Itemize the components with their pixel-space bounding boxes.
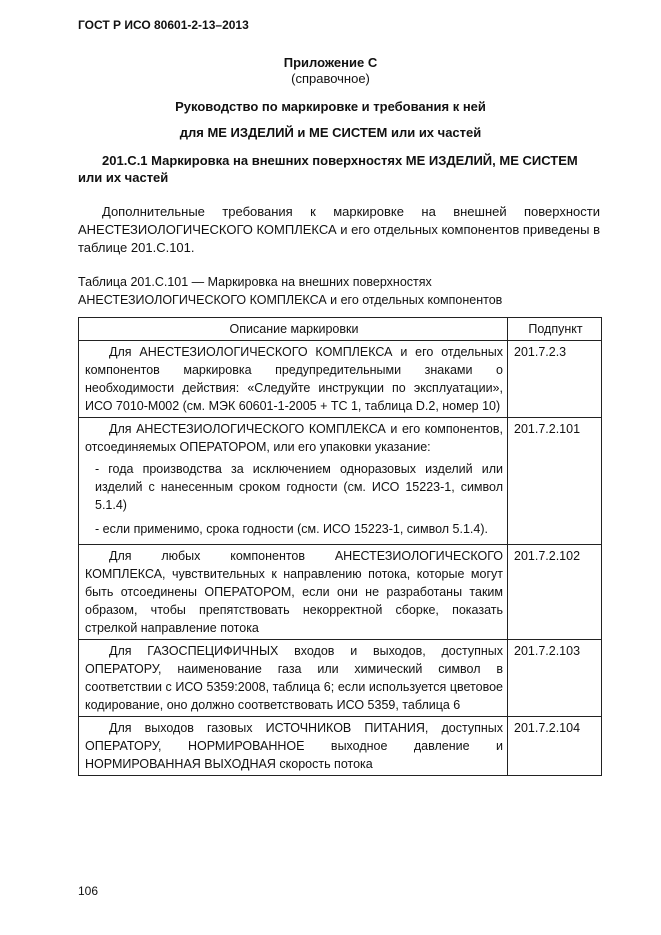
column-header-clause: Подпункт: [508, 318, 602, 341]
column-header-description: Описание маркировки: [79, 318, 508, 341]
row-description-text: Для любых компонентов АНЕСТЕЗИОЛОГИЧЕСКОГО КОМПЛЕКСА, чувствительных к направлению потока, которые могут быть отсоединены ОПЕРАТОРОМ, если они не разработаны таким образом, чтобы препятствовать некорректной сборке, показать стрелкой направление потока: [85, 549, 503, 635]
row-list-item: - если применимо, срока годности (см. ИСО 15223-1, символ 5.1.4).: [95, 522, 488, 536]
appendix-heading-line2: для МЕ ИЗДЕЛИЙ и МЕ СИСТЕМ или их частей: [179, 125, 482, 140]
row-clause: 201.7.2.102: [508, 545, 602, 640]
table-caption-line2: АНЕСТЕЗИОЛОГИЧЕСКОГО КОМПЛЕКСА и его отдельных компонентов: [78, 293, 503, 307]
row-description-text: Для АНЕСТЕЗИОЛОГИЧЕСКОГО КОМПЛЕКСА и его компонентов, отсоединяемых ОПЕРАТОРОМ, или его упаковки указание:: [85, 422, 503, 454]
row-description: [79, 418, 508, 545]
row-description: [79, 717, 508, 776]
section-heading: 201.С.1 Маркировка на внешних поверхностях МЕ ИЗДЕЛИЙ, МЕ СИСТЕМ или их частей: [78, 153, 578, 185]
table-header-row: [79, 318, 602, 341]
row-description-text: Для АНЕСТЕЗИОЛОГИЧЕСКОГО КОМПЛЕКСА и его отдельных компонентов маркировка предупредительными знаками о необходимости действия: «Следуйте инструкции по эксплуатации», ИСО 7010-M002 (см. МЭК 60601-1-2005 + ТС 1, таблица D.2, номер 10): [85, 345, 503, 413]
row-clause: 201.7.2.3: [508, 341, 602, 418]
row-description: [79, 545, 508, 640]
page-number: 106: [78, 884, 99, 898]
table-row: [79, 341, 602, 418]
document-code-header: ГОСТ Р ИСО 80601-2-13–2013: [78, 18, 249, 32]
row-description-text: Для ГАЗОСПЕЦИФИЧНЫХ входов и выходов, доступных ОПЕРАТОРУ, наименование газа или химический символ в соответствии с ИСО 5359:2008, таблица 6; если используется цветовое кодирование, оно должно соответствовать ИСО 5359, таблица 6: [85, 644, 503, 712]
appendix-subtitle: (справочное): [291, 71, 370, 86]
table-row: [79, 640, 602, 717]
appendix-heading-line1: Руководство по маркировке и требования к ней: [175, 99, 486, 114]
row-clause: 201.7.2.104: [508, 717, 602, 776]
row-description: [79, 640, 508, 717]
table-caption-line1: Таблица 201.С.101 — Маркировка на внешних поверхностях: [78, 275, 432, 289]
table-row: [79, 545, 602, 640]
appendix-title: Приложение С: [283, 55, 378, 70]
row-description: [79, 341, 508, 418]
row-list-item: - года производства за исключением одноразовых изделий или изделий с нанесенным сроком годности (см. ИСО 15223-1, символ 5.1.4): [95, 462, 503, 512]
row-clause: 201.7.2.103: [508, 640, 602, 717]
marking-table: [78, 317, 602, 776]
intro-paragraph: Дополнительные требования к маркировке на внешней поверхности АНЕСТЕЗИОЛОГИЧЕСКОГО КОМПЛЕКСА и его отдельных компонентов приведены в таблице 201.С.101.: [78, 204, 600, 255]
table-row: [79, 717, 602, 776]
row-clause: 201.7.2.101: [508, 418, 602, 545]
table-row: [79, 418, 602, 545]
row-description-text: Для выходов газовых ИСТОЧНИКОВ ПИТАНИЯ, доступных ОПЕРАТОРУ, НОРМИРОВАННОЕ выходное давление и НОРМИРОВАННАЯ ВЫХОДНАЯ скорость потока: [85, 721, 503, 771]
table-caption: [78, 273, 608, 309]
